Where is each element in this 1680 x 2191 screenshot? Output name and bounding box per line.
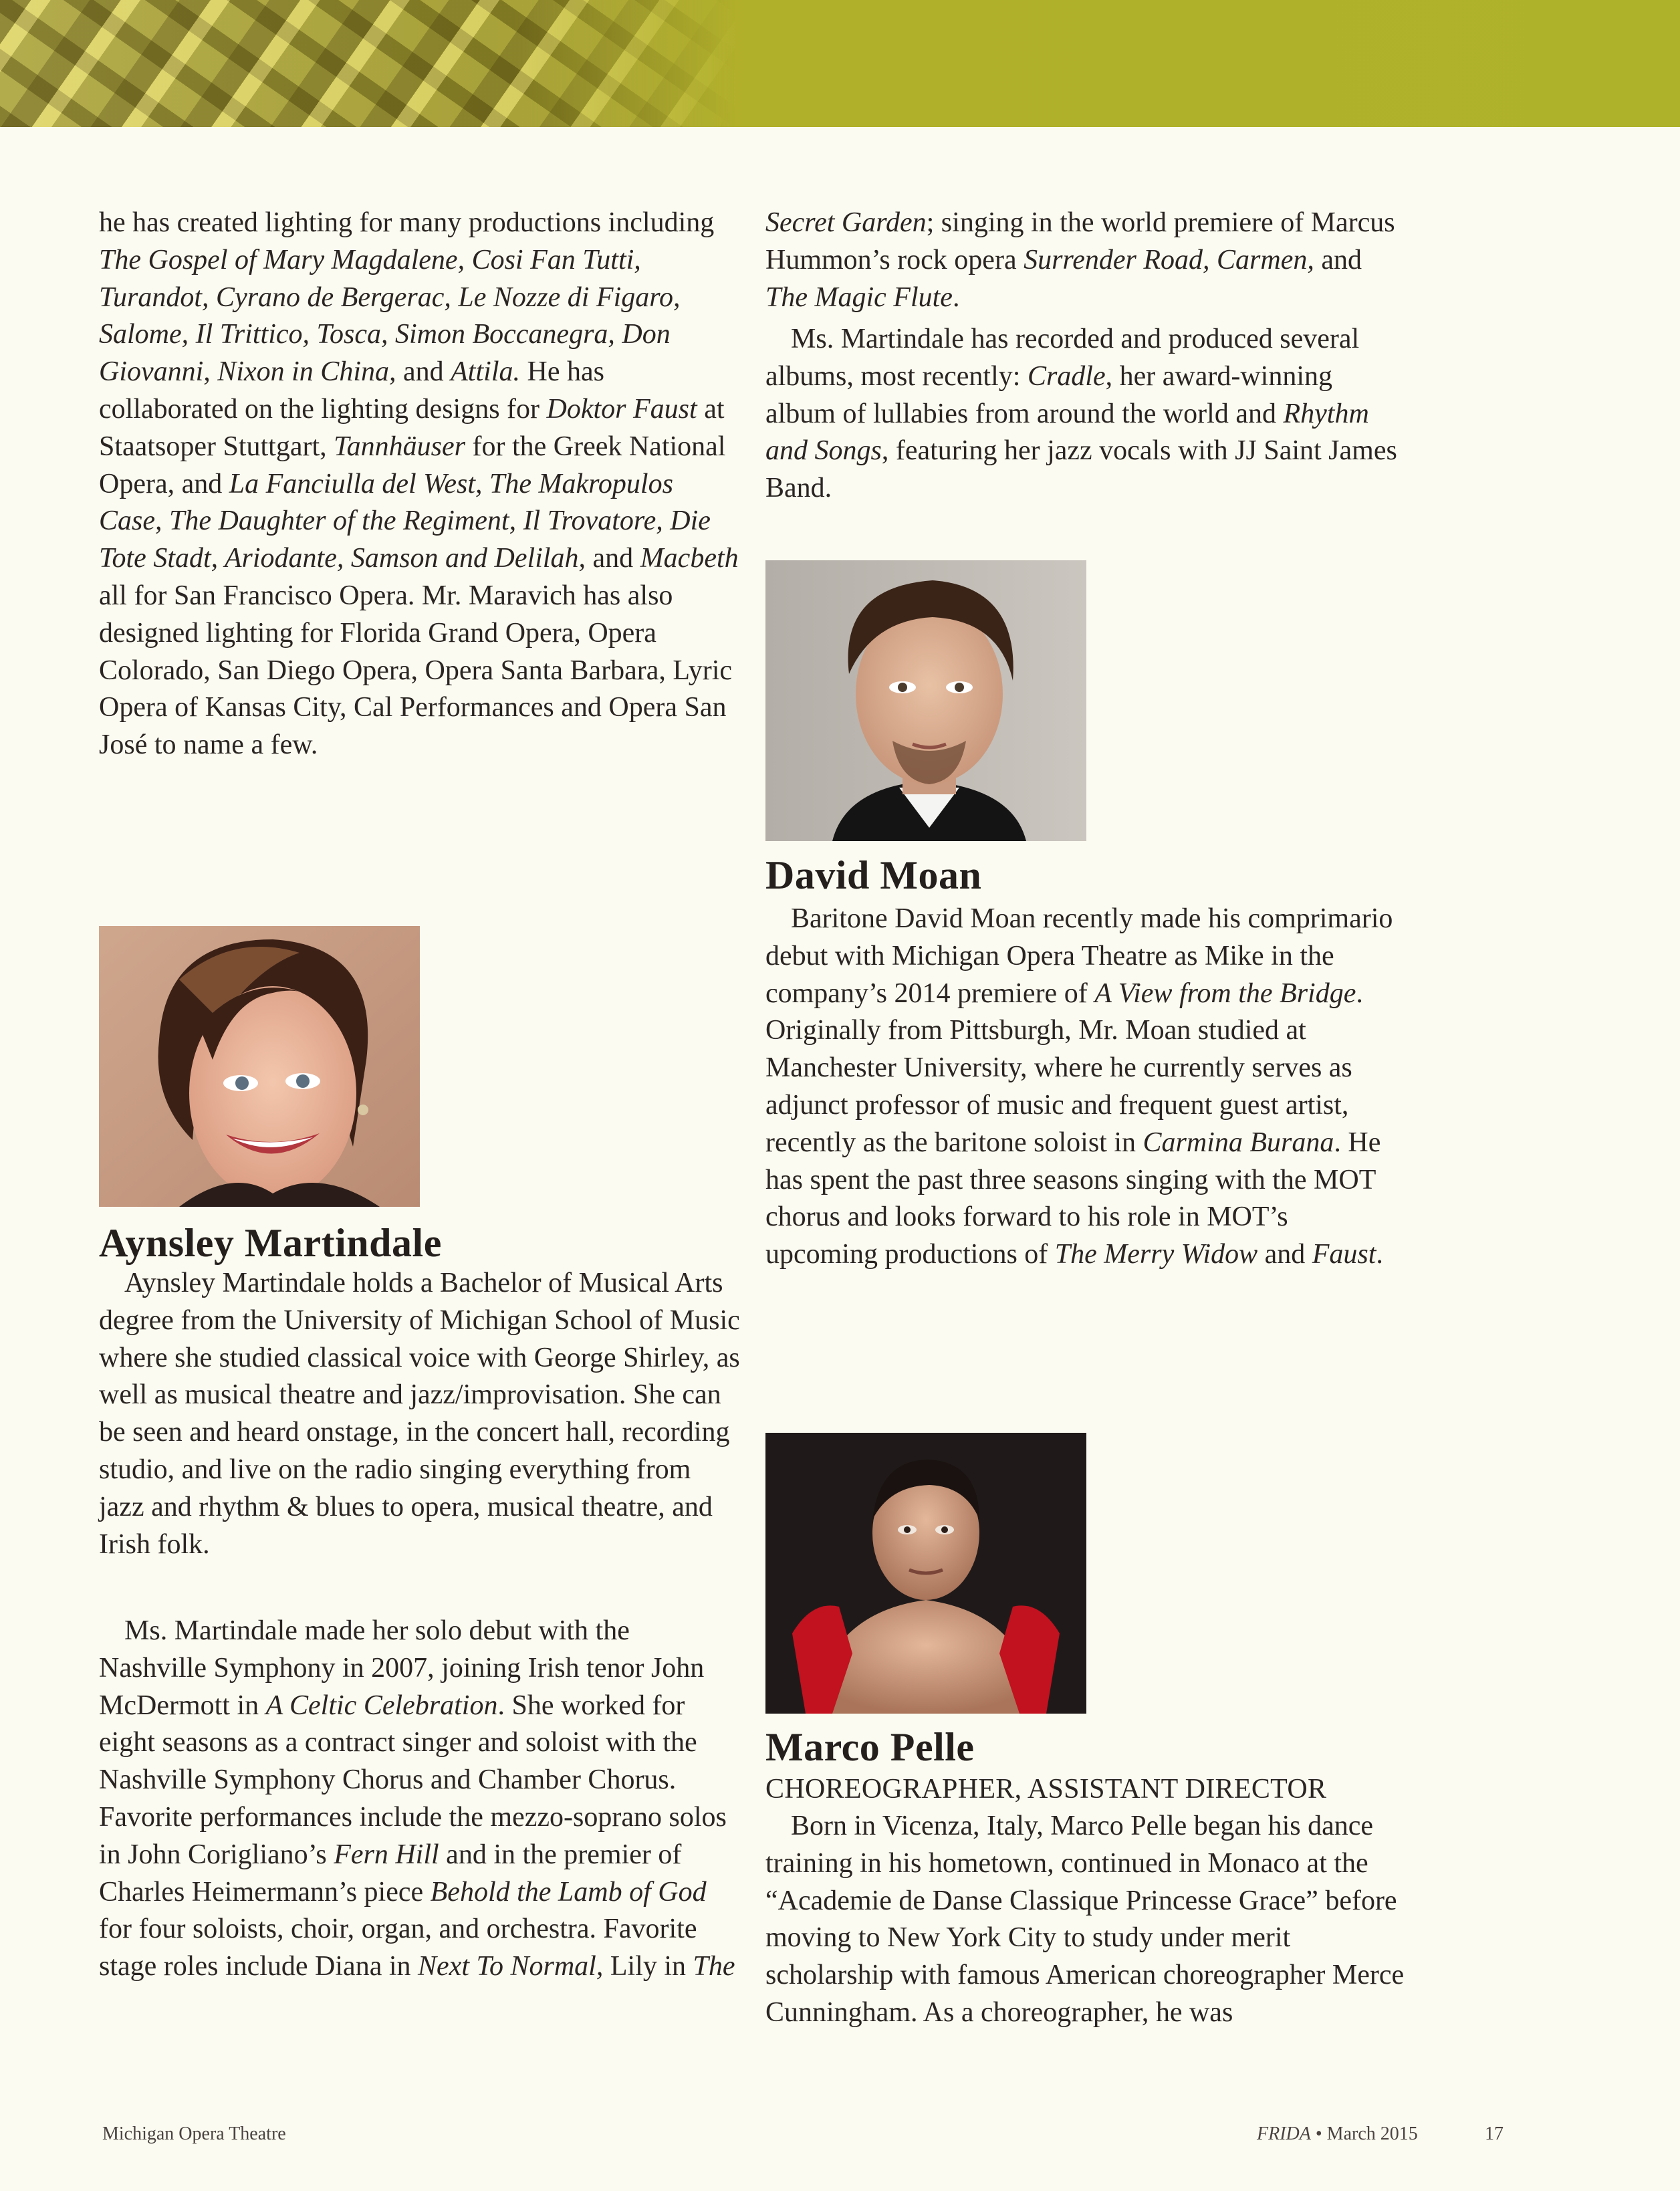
david-moan-name: David Moan (765, 853, 982, 897)
text-run: all for San Francisco Opera. Mr. Maravich has also designed lighting for Florida Grand Opera, Opera Colorado, San Diego Opera, Opera Santa Barbara, Lyric Opera of Kansas City, Cal Performances and Opera San José to name a few. (99, 580, 733, 761)
footer-issue (1257, 2123, 1418, 2145)
text-run: ; singing in the world premiere of Marcus Hummon’s rock opera (765, 207, 1395, 275)
text-run: Ms. Martindale has recorded and produced several albums, most recently: (765, 324, 1360, 392)
text-run: . He has spent the past three seasons singing with the MOT chorus and looks forward to his role in MOT’s upcoming productions of (765, 1127, 1381, 1270)
italic-title-run: Carmina Burana (1143, 1127, 1334, 1158)
text-run: at Staatsoper Stuttgart, (99, 393, 725, 462)
marco-pelle-photo (765, 1433, 1086, 1714)
text-run: for four soloists, choir, organ, and orchestra. Favorite stage roles include Diana in (99, 1914, 697, 1982)
footer-publisher: Michigan Opera Theatre (102, 2123, 286, 2144)
aynsley-martindale-photo (99, 926, 420, 1207)
italic-title-run: La Fanciulla del West, The Makropulos Case, The Daughter of the Regiment, Il Trovatore, Die Tote Stadt, Ariodante, Samson and Delilah, (99, 468, 711, 574)
italic-title-run: Behold the Lamb of God (430, 1876, 707, 1908)
italic-title-run: Next To Normal, (418, 1951, 604, 1982)
marco-pelle-role: CHOREOGRAPHER, ASSISTANT DIRECTOR (765, 1774, 1327, 1805)
italic-title-run: A View from the Bridge (1094, 977, 1356, 1009)
text-run: Lily in (603, 1951, 693, 1982)
aynsley-bio-paragraph-2 (99, 1613, 741, 1986)
text-run: and (396, 356, 451, 388)
maravich-bio-continued (99, 205, 741, 764)
david-moan-bio (765, 901, 1407, 1274)
italic-title-run: The (693, 1951, 735, 1982)
header-texture-artwork (0, 0, 735, 127)
text-run: and (1314, 244, 1362, 275)
footer-issue-title: FRIDA (1257, 2123, 1311, 2144)
marco-pelle-name: Marco Pelle (765, 1725, 975, 1769)
text-run: . (1376, 1239, 1383, 1270)
italic-title-run: Fern Hill (334, 1839, 439, 1870)
italic-title-run: A Celtic Celebration (265, 1690, 498, 1721)
text-run: . She worked for eight seasons as a contract singer and soloist with the Nashville Symphony Chorus and Chamber Chorus. Favorite performances include the mezzo-soprano solos in John Corigliano’s (99, 1690, 727, 1870)
text-run: Baritone David Moan recently made his comprimario debut with Michigan Opera Theatre as Mike in the company’s 2014 premiere of (765, 903, 1393, 1009)
italic-title-run: Secret Garden (765, 207, 927, 238)
italic-title-run: The Merry Widow (1054, 1239, 1258, 1270)
footer-issue-date: March 2015 (1326, 2123, 1418, 2144)
text-run: for the Greek National Opera, and (99, 431, 726, 499)
italic-title-run: Faust (1312, 1239, 1376, 1270)
italic-title-run: The Gospel of Mary Magdalene, Cosi Fan Tutti, Turandot, Cyrano de Bergerac, Le Nozze di Figaro, Salome, Il Trittico, Tosca, Simon Boccanegra, Don Giovanni, Nixon in China, (99, 244, 681, 388)
text-run: He has collaborated on the lighting designs for (99, 356, 604, 425)
aynsley-albums-paragraph (765, 321, 1407, 507)
aynsley-bio-continued (765, 205, 1407, 316)
aynsley-bio-paragraph-1 (99, 1265, 741, 1563)
italic-title-run: The Magic Flute (765, 281, 953, 313)
david-moan-photo (765, 560, 1086, 841)
header-color-band (0, 0, 1680, 127)
text-run: Ms. Martindale made her solo debut with the Nashville Symphony in 2007, joining Irish tenor John McDermott in (99, 1615, 705, 1721)
italic-title-run: Rhythm and Songs (765, 398, 1369, 467)
italic-title-run: Cradle (1027, 360, 1106, 392)
italic-title-run: Surrender Road, Carmen, (1024, 244, 1314, 275)
text-run: he has created lighting for many productions including (99, 207, 715, 238)
text-run: . Originally from Pittsburgh, Mr. Moan studied at Manchester University, where he currently serves as adjunct professor of music and frequent guest artist, recently as the baritone soloist in (765, 977, 1363, 1158)
text-run: . (952, 281, 960, 313)
text-run: and (586, 543, 640, 574)
italic-title-run: Tannhäuser (334, 431, 465, 462)
italic-title-run: Attila. (451, 356, 520, 388)
text-run: Born in Vicenza, Italy, Marco Pelle began his dance training in his hometown, continued in Monaco at the “Academie de Danse Classique Princesse Grace” before moving to New York City to study under merit scholarship with famous American choreographer Merce Cunningham. As a choreographer, he was (765, 1811, 1405, 2028)
footer-bullet: • (1315, 2123, 1322, 2144)
text-run: and in the premier of Charles Heimermann’s piece (99, 1839, 682, 1908)
italic-title-run: Macbeth (640, 543, 739, 574)
marco-pelle-bio (765, 1808, 1407, 2032)
text-run: , featuring her jazz vocals with JJ Saint James Band. (765, 435, 1397, 504)
aynsley-martindale-name: Aynsley Martindale (99, 1221, 442, 1265)
italic-title-run: Doktor Faust (546, 393, 697, 425)
text-run: and (1257, 1239, 1312, 1270)
text-run: , her award-winning album of lullabies from around the world and (765, 360, 1332, 429)
footer-page-number: 17 (1485, 2123, 1504, 2144)
text-run: Aynsley Martindale holds a Bachelor of Musical Arts degree from the University of Michigan School of Music where she studied classical voice with George Shirley, as well as musical theatre and jazz/improvisation. She can be seen and heard onstage, in the concert hall, recording studio, and live on the radio singing everything from jazz and rhythm & blues to opera, musical theatre, and Irish folk. (99, 1268, 740, 1560)
